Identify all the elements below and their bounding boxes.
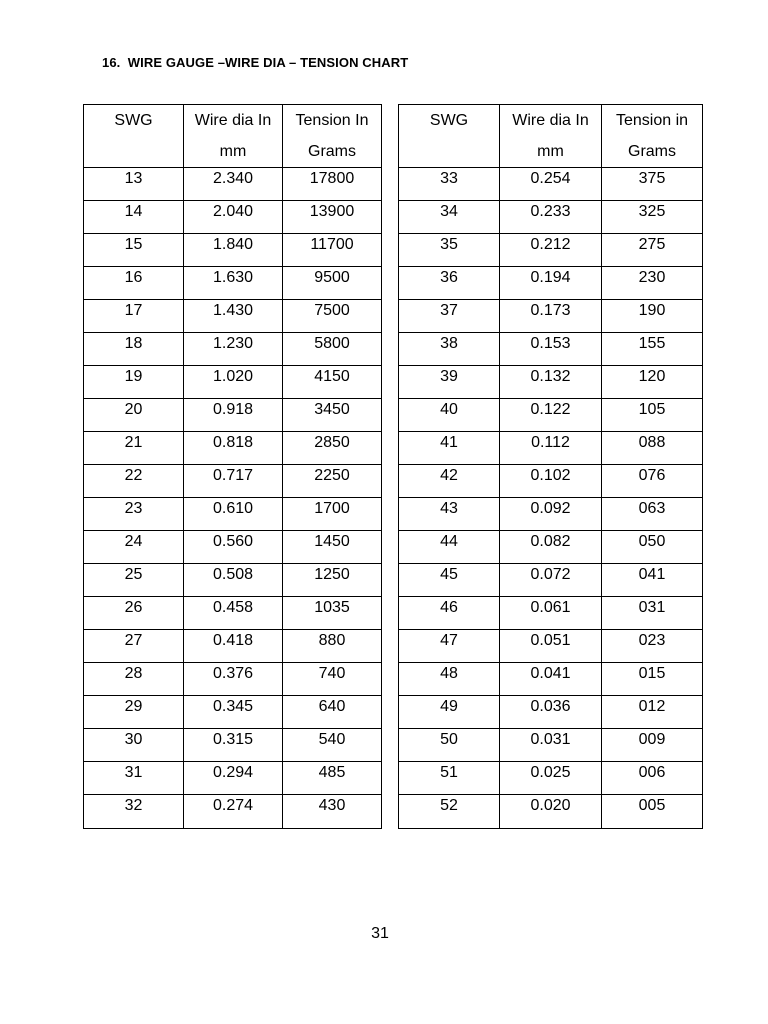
table-row xyxy=(399,399,703,432)
wire-dia-cell: 0.025 xyxy=(500,762,602,795)
wire-dia-cell: 0.102 xyxy=(500,465,602,498)
wire-dia-cell: 0.153 xyxy=(500,333,602,366)
table-row xyxy=(399,432,703,465)
header-line: Wire dia In xyxy=(194,112,272,129)
wire-dia-cell: 0.818 xyxy=(184,432,283,465)
swg-cell: 36 xyxy=(399,267,500,300)
table-row xyxy=(399,300,703,333)
swg-cell: 16 xyxy=(84,267,184,300)
tension-cell: 088 xyxy=(602,432,703,465)
header-line: mm xyxy=(537,143,564,160)
table-row xyxy=(399,531,703,564)
swg-cell: 14 xyxy=(84,201,184,234)
wire-dia-cell: 0.610 xyxy=(184,498,283,531)
swg-cell: 28 xyxy=(84,663,184,696)
tension-cell: 1035 xyxy=(283,597,382,630)
table-row xyxy=(399,597,703,630)
swg-cell: 17 xyxy=(84,300,184,333)
swg-cell: 31 xyxy=(84,762,184,795)
table-row xyxy=(84,465,382,498)
wire-dia-cell: 0.072 xyxy=(500,564,602,597)
wire-dia-cell: 0.020 xyxy=(500,795,602,829)
wire-dia-cell: 0.041 xyxy=(500,663,602,696)
tension-cell: 13900 xyxy=(283,201,382,234)
wire-dia-cell: 0.212 xyxy=(500,234,602,267)
swg-cell: 35 xyxy=(399,234,500,267)
tension-cell: 105 xyxy=(602,399,703,432)
wire-dia-cell: 0.508 xyxy=(184,564,283,597)
wire-dia-cell: 0.051 xyxy=(500,630,602,663)
table-row xyxy=(84,630,382,663)
tension-cell: 485 xyxy=(283,762,382,795)
swg-cell: 19 xyxy=(84,366,184,399)
tension-cell: 050 xyxy=(602,531,703,564)
tension-cell: 009 xyxy=(602,729,703,762)
tension-cell: 190 xyxy=(602,300,703,333)
swg-cell: 15 xyxy=(84,234,184,267)
tension-cell: 1450 xyxy=(283,531,382,564)
wire-dia-cell: 0.122 xyxy=(500,399,602,432)
header-line: Tension in xyxy=(615,112,689,129)
tension-cell: 012 xyxy=(602,696,703,729)
table-row xyxy=(399,498,703,531)
tension-cell: 1700 xyxy=(283,498,382,531)
swg-cell: 33 xyxy=(399,168,500,201)
swg-cell: 45 xyxy=(399,564,500,597)
table-row xyxy=(84,168,382,201)
table-header-row xyxy=(84,105,382,168)
page-number: 31 xyxy=(371,925,389,942)
wire-dia-cell: 0.376 xyxy=(184,663,283,696)
table-row xyxy=(84,531,382,564)
swg-cell: 49 xyxy=(399,696,500,729)
tension-cell: 063 xyxy=(602,498,703,531)
header-line: SWG xyxy=(114,112,153,129)
tension-cell: 155 xyxy=(602,333,703,366)
swg-cell: 22 xyxy=(84,465,184,498)
table-row xyxy=(84,762,382,795)
table-body-right xyxy=(399,168,703,829)
table-body-left xyxy=(84,168,382,829)
wire-dia-cell: 1.430 xyxy=(184,300,283,333)
table-row xyxy=(399,630,703,663)
swg-cell: 18 xyxy=(84,333,184,366)
wire-dia-cell: 0.717 xyxy=(184,465,283,498)
swg-cell: 48 xyxy=(399,663,500,696)
swg-cell: 47 xyxy=(399,630,500,663)
tension-cell: 430 xyxy=(283,795,382,829)
tension-cell: 041 xyxy=(602,564,703,597)
wire-gauge-table-left xyxy=(83,104,382,829)
wire-dia-cell: 0.031 xyxy=(500,729,602,762)
tension-cell: 7500 xyxy=(283,300,382,333)
swg-cell: 34 xyxy=(399,201,500,234)
table-row xyxy=(399,267,703,300)
swg-cell: 38 xyxy=(399,333,500,366)
wire-dia-cell: 0.194 xyxy=(500,267,602,300)
wire-dia-cell: 2.040 xyxy=(184,201,283,234)
tension-cell: 375 xyxy=(602,168,703,201)
swg-cell: 40 xyxy=(399,399,500,432)
wire-dia-cell: 0.132 xyxy=(500,366,602,399)
wire-dia-cell: 0.061 xyxy=(500,597,602,630)
table-row xyxy=(399,333,703,366)
table-row xyxy=(84,729,382,762)
tension-cell: 11700 xyxy=(283,234,382,267)
wire-dia-cell: 0.560 xyxy=(184,531,283,564)
table-row xyxy=(84,663,382,696)
tension-cell: 4150 xyxy=(283,366,382,399)
tension-cell: 1250 xyxy=(283,564,382,597)
table-row xyxy=(399,168,703,201)
swg-cell: 32 xyxy=(84,795,184,829)
wire-dia-cell: 0.315 xyxy=(184,729,283,762)
tension-cell: 120 xyxy=(602,366,703,399)
table-row xyxy=(84,300,382,333)
tension-cell: 9500 xyxy=(283,267,382,300)
tension-cell: 076 xyxy=(602,465,703,498)
table-row xyxy=(84,498,382,531)
swg-cell: 27 xyxy=(84,630,184,663)
swg-cell: 26 xyxy=(84,597,184,630)
header-line: Tension In xyxy=(295,112,369,129)
header-line: mm xyxy=(219,143,247,160)
table-row xyxy=(399,795,703,829)
tension-cell: 740 xyxy=(283,663,382,696)
tension-cell: 2850 xyxy=(283,432,382,465)
table-row xyxy=(84,399,382,432)
wire-dia-cell: 0.254 xyxy=(500,168,602,201)
tension-cell: 006 xyxy=(602,762,703,795)
swg-cell: 50 xyxy=(399,729,500,762)
page-title: 16. WIRE GAUGE –WIRE DIA – TENSION CHART xyxy=(102,55,409,70)
tension-cell: 3450 xyxy=(283,399,382,432)
tension-cell: 325 xyxy=(602,201,703,234)
wire-dia-cell: 2.340 xyxy=(184,168,283,201)
wire-dia-cell: 0.418 xyxy=(184,630,283,663)
header-line: SWG xyxy=(429,112,469,129)
wire-dia-cell: 0.233 xyxy=(500,201,602,234)
header-line: Wire dia In xyxy=(512,112,589,129)
tension-cell: 540 xyxy=(283,729,382,762)
swg-cell: 13 xyxy=(84,168,184,201)
wire-dia-cell: 0.345 xyxy=(184,696,283,729)
swg-cell: 23 xyxy=(84,498,184,531)
table-row xyxy=(399,465,703,498)
table-row xyxy=(84,201,382,234)
tension-cell: 2250 xyxy=(283,465,382,498)
table-row xyxy=(84,234,382,267)
wire-dia-cell: 1.840 xyxy=(184,234,283,267)
tension-cell: 005 xyxy=(602,795,703,829)
table-row xyxy=(84,795,382,829)
table-row xyxy=(399,234,703,267)
wire-gauge-table-right xyxy=(398,104,703,829)
table-row xyxy=(399,663,703,696)
table-row xyxy=(84,267,382,300)
tension-cell: 275 xyxy=(602,234,703,267)
swg-cell: 39 xyxy=(399,366,500,399)
column-header-wire-dia xyxy=(184,105,283,168)
wire-dia-cell: 0.294 xyxy=(184,762,283,795)
swg-cell: 51 xyxy=(399,762,500,795)
wire-dia-cell: 0.036 xyxy=(500,696,602,729)
tension-cell: 031 xyxy=(602,597,703,630)
swg-cell: 20 xyxy=(84,399,184,432)
swg-cell: 46 xyxy=(399,597,500,630)
column-header-swg xyxy=(84,105,184,168)
swg-cell: 41 xyxy=(399,432,500,465)
tension-cell: 640 xyxy=(283,696,382,729)
wire-dia-cell: 0.173 xyxy=(500,300,602,333)
tension-cell: 5800 xyxy=(283,333,382,366)
column-header-wire-dia xyxy=(500,105,602,168)
wire-dia-cell: 0.112 xyxy=(500,432,602,465)
swg-cell: 25 xyxy=(84,564,184,597)
table-row xyxy=(399,564,703,597)
swg-cell: 43 xyxy=(399,498,500,531)
wire-dia-cell: 1.630 xyxy=(184,267,283,300)
tension-cell: 230 xyxy=(602,267,703,300)
tension-cell: 17800 xyxy=(283,168,382,201)
table-row xyxy=(399,696,703,729)
table-row xyxy=(84,432,382,465)
column-header-tension xyxy=(602,105,703,168)
swg-cell: 24 xyxy=(84,531,184,564)
wire-dia-cell: 0.082 xyxy=(500,531,602,564)
table-row xyxy=(84,597,382,630)
table-row xyxy=(399,762,703,795)
wire-dia-cell: 0.458 xyxy=(184,597,283,630)
swg-cell: 42 xyxy=(399,465,500,498)
tension-cell: 880 xyxy=(283,630,382,663)
swg-cell: 44 xyxy=(399,531,500,564)
wire-dia-cell: 1.230 xyxy=(184,333,283,366)
wire-dia-cell: 0.918 xyxy=(184,399,283,432)
wire-dia-cell: 1.020 xyxy=(184,366,283,399)
wire-dia-cell: 0.092 xyxy=(500,498,602,531)
swg-cell: 29 xyxy=(84,696,184,729)
header-line: Grams xyxy=(628,143,676,160)
table-row xyxy=(84,564,382,597)
table-row xyxy=(84,333,382,366)
swg-cell: 21 xyxy=(84,432,184,465)
tension-cell: 023 xyxy=(602,630,703,663)
table-row xyxy=(399,729,703,762)
column-header-swg xyxy=(399,105,500,168)
table-row xyxy=(84,696,382,729)
swg-cell: 37 xyxy=(399,300,500,333)
table-row xyxy=(399,366,703,399)
swg-cell: 30 xyxy=(84,729,184,762)
table-row xyxy=(84,366,382,399)
table-header-row xyxy=(399,105,703,168)
table-row xyxy=(399,201,703,234)
swg-cell: 52 xyxy=(399,795,500,829)
header-line: Grams xyxy=(308,143,356,160)
column-header-tension xyxy=(283,105,382,168)
tension-cell: 015 xyxy=(602,663,703,696)
wire-dia-cell: 0.274 xyxy=(184,795,283,829)
